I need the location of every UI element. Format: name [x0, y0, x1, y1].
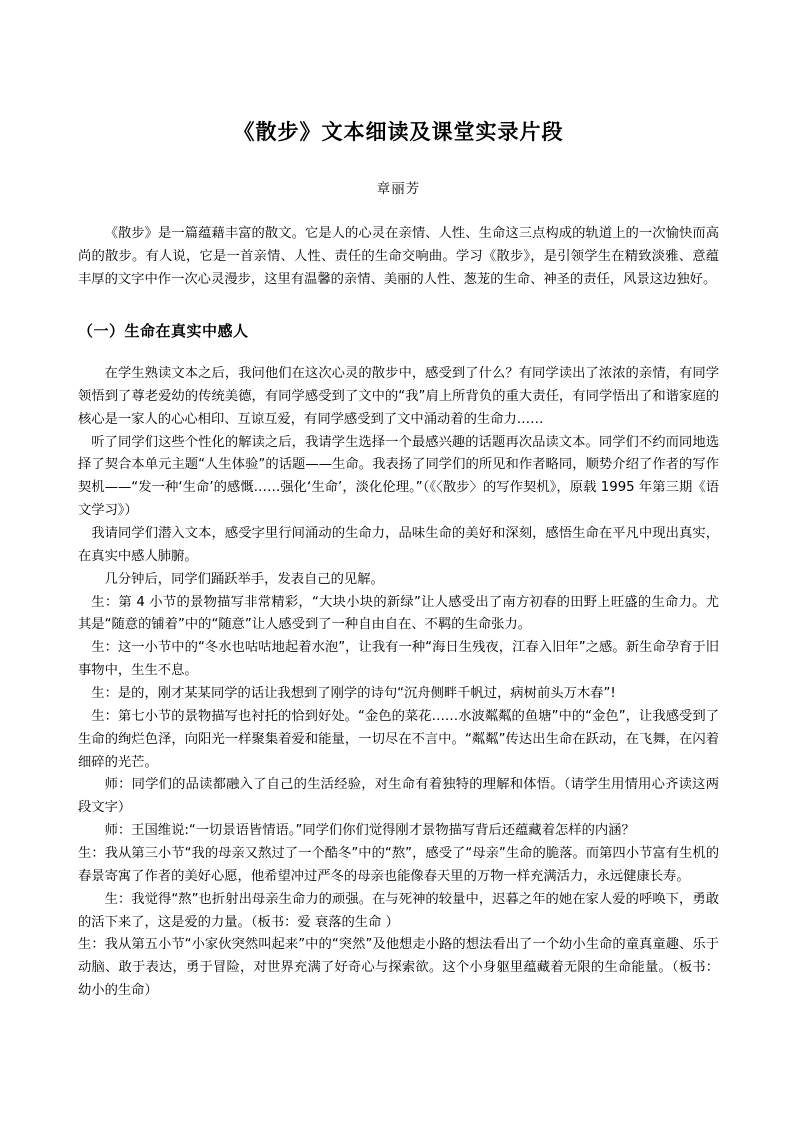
- paragraph: 生：是的，刚才某某同学的话让我想到了刚学的诗句“沉舟侧畔千帆过，病树前头万木春”!: [91, 686, 616, 701]
- paragraph: 师：王国维说:“一切景语皆情语。”同学们你们觉得刚才景物描写背后还蕴藏着怎样的内涵？: [104, 823, 635, 839]
- intro-paragraph: 《散步》是一篇蕴藉丰富的散文。它是人的心灵在亲情、人性、生命这三点构成的轨道上的一次愉快而高尚的散步。有人说，它是一首亲情、人性、责任的生命交响曲。学习《散步》，是引领学生在精致淡雅、意蕴丰厚的文字中作一次心灵漫步，这里有温馨的亲情、美丽的人性、葱茏的生命、神圣的责任，风景这边独好。: [78, 226, 719, 288]
- paragraph: 我请同学们潜入文本，感受字里行间涌动的生命力，品味生命的美好和深刻，感悟生命在平凡中现出真实，在真实中感人肺腑。: [78, 525, 719, 564]
- page-title: 《散步》文本细读及课堂实录片段: [233, 120, 564, 144]
- paragraph: 听了同学们这些个性化的解读之后，我请学生选择一个最感兴趣的话题再次品读文本。同学们不约而同地选择了契合本单元主题“人生体验”的话题——生命。我表扬了同学们的所见和作者略同，顺势介绍了作者的写作契机——“发一种‘生命’的感慨……强化‘生命’，淡化伦理。”（《〈散步〉的写作契机》，原载 1995 年第三期《语文学习》）: [78, 434, 719, 519]
- paragraph: 生：这一小节中的“冬水也咕咕地起着水泡”，让我有一种“海日生残夜，江春入旧年”之感。新生命孕育于旧事物中，生生不息。: [78, 640, 719, 679]
- paragraph: 生：第 4 小节的景物描写非常精彩，“大块小块的新绿”让人感受出了南方初春的田野上旺盛的生命力。尤其是“随意的铺着”中的“随意”让人感受到了一种自由自在、不羁的生命张力。: [78, 594, 719, 633]
- paragraph: 几分钟后，同学们踊跃举手，发表自己的见解。: [104, 571, 384, 587]
- paragraph: 在学生熟读文本之后，我问他们在这次心灵的散步中，感受到了什么？有同学读出了浓浓的亲情，有同学领悟到了尊老爱幼的传统美德，有同学感受到了文中的“我”肩上所背负的重大责任，有同学悟出了和谐家庭的核心是一家人的心心相印、互谅互爱，有同学感受到了文中涌动着的生命力……: [78, 365, 719, 427]
- paragraph: 生：第七小节的景物描写也衬托的恰到好处。“金色的菜花……水波粼粼的鱼塘”中的“金色”，让我感受到了生命的绚烂色泽，向阳光一样聚集着爱和能量，一切尽在不言中。“粼粼”传达出生命在跃动，在飞舞，在闪着细碎的光芒。: [78, 708, 719, 770]
- section-1-body: [78, 363, 719, 1003]
- section-heading-1: （一）生命在真实中感人: [78, 321, 249, 340]
- paragraph: 师：同学们的品读都融入了自己的生活经验，对生命有着独特的理解和体悟。（请学生用情用心齐读这两段文字）: [78, 777, 719, 816]
- author-byline: 章丽芳: [376, 181, 421, 198]
- paragraph: 生：我觉得“熬”也折射出母亲生命力的顽强。在与死神的较量中，迟暮之年的她在家人爱的呼唤下，勇敢的活下来了，这是爱的力量。（板书：爱 衰落的生命 ）: [78, 891, 719, 930]
- paragraph: 生：我从第三小节“我的母亲又熬过了一个酷冬”中的“熬”，感受了“母亲”生命的脆落。而第四小节富有生机的春景寄寓了作者的美好心愿，他希望冲过严冬的母亲也能像春天里的万物一样充满活力，永远健康长寿。: [78, 846, 719, 884]
- paragraph: 生：我从第五小节“小家伙突然叫起来”中的“突然”及他想走小路的想法看出了一个幼小生命的童真童趣、乐于动脑、敢于表达，勇于冒险，对世界充满了好奇心与探索欲。这个小身躯里蕴藏着无限的生命能量。（板书：幼小的生命）: [78, 937, 719, 999]
